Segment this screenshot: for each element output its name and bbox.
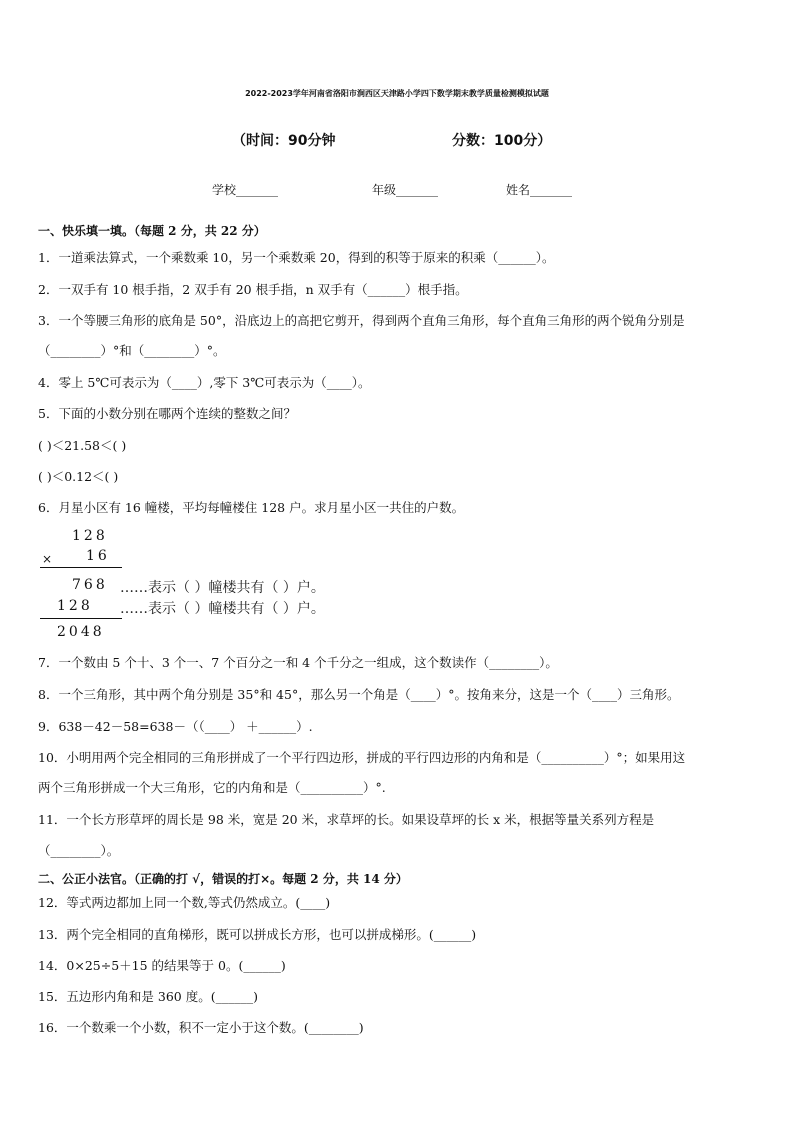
calc-times-sign: × bbox=[42, 552, 56, 566]
calc-line-2 bbox=[40, 618, 122, 619]
calc-multiplicand: 128 bbox=[72, 528, 108, 544]
question-3-line-1: 3．一个等腰三角形的底角是 50°，沿底边上的高把它剪开，得到两个直角三角形，每个直角三角形的两个锐角分别是 bbox=[38, 313, 685, 328]
exam-time: （时间：90分钟 bbox=[232, 133, 336, 149]
section-1-heading: 一、快乐填一填。（每题 2 分，共 22 分） bbox=[38, 224, 266, 238]
question-11-line-1: 11．一个长方形草坪的周长是 98 米，宽是 20 米，求草坪的长。如果设草坪的长 x 米，根据等量关系列方程是 bbox=[38, 812, 655, 827]
section-2-heading: 二、公正小法官。（正确的打 √，错误的打×。每题 2 分，共 14 分） bbox=[38, 872, 408, 886]
calc-partial-1-note: ……表示（ ）幢楼共有（ ）户。 bbox=[120, 580, 325, 596]
calc-result: 2048 bbox=[57, 624, 105, 640]
calc-partial-1: 768 bbox=[72, 577, 108, 593]
calc-partial-2: 128 bbox=[57, 598, 93, 614]
question-16: 16．一个数乘一个小数，积不一定小于这个数。(________) bbox=[38, 1020, 364, 1035]
question-11-line-2: （________）。 bbox=[38, 843, 120, 858]
question-13: 13．两个完全相同的直角梯形，既可以拼成长方形，也可以拼成梯形。(______) bbox=[38, 927, 477, 942]
name-field[interactable]: 姓名_______ bbox=[506, 183, 573, 197]
page-title: 2022-2023学年河南省洛阳市涧西区天津路小学四下数学期末教学质量检测模拟试题 bbox=[245, 89, 549, 98]
question-5b: ( )＜0.12＜( ) bbox=[38, 469, 119, 484]
question-3-line-2: （________）°和（________）°。 bbox=[38, 343, 226, 358]
question-7: 7．一个数由 5 个十、3 个一、7 个百分之一和 4 个千分之一组成，这个数读作（________）。 bbox=[38, 655, 558, 670]
exam-score: 分数：100分） bbox=[452, 133, 552, 149]
question-10-line-1: 10．小明用两个完全相同的三角形拼成了一个平行四边形，拼成的平行四边形的内角和是（__________）°；如果用这 bbox=[38, 750, 686, 765]
question-1: 1．一道乘法算式，一个乘数乘 10，另一个乘数乘 20，得到的积等于原来的积乘（______）。 bbox=[38, 250, 555, 265]
question-10-line-2: 两个三角形拼成一个大三角形，它的内角和是（__________）°. bbox=[38, 780, 386, 795]
question-14: 14．0×25÷5＋15 的结果等于 0。(______) bbox=[38, 958, 286, 973]
question-2: 2．一双手有 10 根手指，2 双手有 20 根手指，n 双手有（______）根手指。 bbox=[38, 282, 468, 297]
question-6: 6．月星小区有 16 幢楼，平均每幢楼住 128 户。求月星小区一共住的户数。 bbox=[38, 500, 465, 515]
question-5: 5．下面的小数分别在哪两个连续的整数之间？ bbox=[38, 406, 296, 421]
calc-multiplier: 16 bbox=[86, 548, 110, 564]
question-9: 9．638－42－58=638－（（____） ＋______）. bbox=[38, 719, 313, 734]
calc-partial-2-note: ……表示（ ）幢楼共有（ ）户。 bbox=[120, 601, 325, 617]
calc-line-1 bbox=[40, 567, 122, 568]
question-15: 15．五边形内角和是 360 度。(______) bbox=[38, 989, 258, 1004]
school-field[interactable]: 学校_______ bbox=[212, 183, 279, 197]
question-4: 4．零上 5℃可表示为（____）,零下 3℃可表示为（____）。 bbox=[38, 375, 371, 390]
question-5a: ( )＜21.58＜( ) bbox=[38, 438, 127, 453]
grade-field[interactable]: 年级_______ bbox=[372, 183, 439, 197]
question-8: 8．一个三角形，其中两个角分别是 35°和 45°，那么另一个角是（____）°。按角来分，这是一个（____）三角形。 bbox=[38, 687, 680, 702]
question-12: 12．等式两边都加上同一个数,等式仍然成立。(____) bbox=[38, 895, 331, 910]
